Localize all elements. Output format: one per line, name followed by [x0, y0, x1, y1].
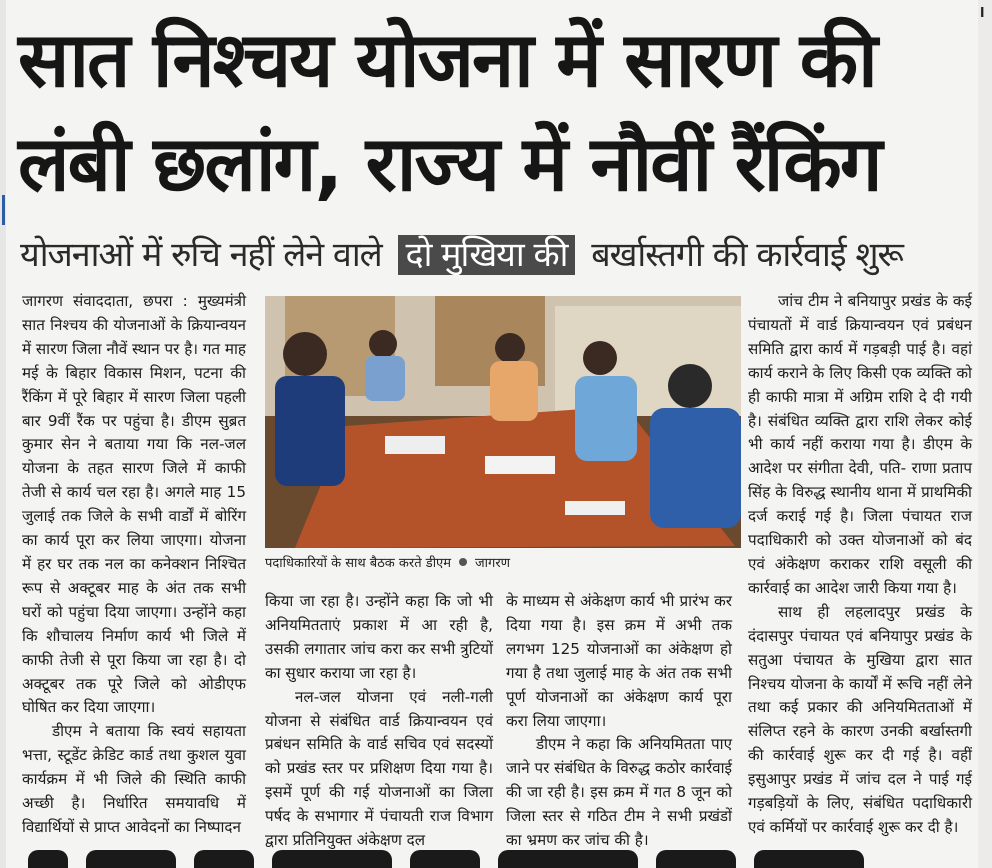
paragraph: डीएम ने बताया कि स्वयं सहायता भत्ता, स्टूडेंट क्रेडिट कार्ड तथा कुशल युवा कार्यक्रम में भी जिले की स्थिति काफी अच्छी है। निर्धारित समयावधि में विद्यार्थियों से प्राप्त आवेदनों का निष्पादन [22, 722, 246, 836]
bullet-dot-icon [459, 558, 467, 566]
paragraph: जागरण संवाददाता, छपरा : मुख्यमंत्री सात निश्चय की योजनाओं के क्रियान्वयन में सारण जिला नौवें स्थान पर है। गत माह मई के बिहार विकास मिशन, पटना की रैंकिंग में पूरे बिहार में सारण जिला पहली बार 9वीं रैंक पर पहुंचा है। डीएम सुब्रत कुमार सेन ने बताया गया कि नल-जल योजना के तहत सारण जिले में काफी तेजी से कार्य चल रहा है। अगले माह 15 जुलाई तक जिले के सभी वार्डों में बोरिंग का कार्य पूरा कर लिया जाएगा। योजना में हर घर तक नल का कनेक्शन निश्चित रूप से अक्टूबर माह के अंत तक सभी घरों को पहुंचा दिया जाएगा। उन्होंने कहा कि शौचालय निर्माण कार्य भी जिले में काफी तेजी से पूरा किया जा रहा है। दो अक्टूबर तक पूरे जिले को ओडीएफ घोषित कर दिया जाएगा। [22, 292, 246, 717]
paragraph: जांच टीम ने बनियापुर प्रखंड के कई पंचायतों में वार्ड क्रियान्वयन एवं प्रबंधन समिति द्वारा कार्य में गड़बड़ी पाई है। वहां कार्य कराने के लिए किसी एक व्यक्ति को ही काफी मात्रा में अग्रिम राशि दे दी गयी है। संबंधित व्यक्ति द्वारा राशि लेकर कोई भी कार्य नहीं कराया गया है। डीएम के आदेश पर संगीता देवी, पति- राणा प्रताप सिंह के विरुद्ध स्थानीय थाना में प्राथमिकी दर्ज कराई गई है। जिला पंचायत राज पदाधिकारी को उक्त योजनाओं को बंद एवं अंकेक्षण कराकर राशि वसूली की कार्रवाई का आदेश जारी किया गया है। [748, 292, 972, 597]
edge-text: l [980, 6, 985, 21]
page-left-margin [0, 0, 6, 868]
section-rule [2, 195, 5, 225]
paragraph: किया जा रहा है। उन्होंने कहा कि जो भी अनियमितताएं प्रकाश में आ रही है, उसकी लगातार जांच करा कर सभी त्रुटियों का सुधार कराया जा रहा है। [265, 592, 493, 682]
paragraph: डीएम ने कहा कि अनियमितता पाए जाने पर संबंधित के विरुद्ध कठोर कार्रवाई की जा रही है। इस क्रम में गत 8 जून को जिला स्तर से गठित टीम ने सभी प्रखंडों का भ्रमण कर जांच की है। [506, 735, 732, 850]
paragraph: के माध्यम से अंकेक्षण कार्य भी प्रारंभ कर दिया गया है। इस क्रम में अभी तक लगभग 125 योजनाओं का अंकेक्षण हो गया है तथा जुलाई माह के अंत तक सभी पूर्ण योजनाओं का अंकेक्षण कार्य पूरा करा लिया जाएगा। [506, 592, 732, 730]
adjacent-page-edge [978, 0, 992, 868]
photo-caption [265, 552, 741, 576]
subhead-before: योजनाओं में रुचि नहीं लेने वाले [20, 235, 382, 275]
photo-credit: जागरण [475, 556, 511, 571]
article-column-2 [265, 590, 493, 853]
paragraph: नल-जल योजना एवं नली-गली योजना से संबंधित वार्ड क्रियान्वयन एवं प्रबंधन समिति के वार्ड सचिव एवं सदस्यों को प्रखंड स्तर पर प्रशिक्षण दिया गया है। इसमें पूर्ण की गई योजनाओं का जिला पर्षद के सभागार में पंचायती राज विभाग द्वारा प्रतिनियुक्त अंकेक्षण दल [265, 687, 493, 850]
subhead-after: बर्खास्तगी की कार्रवाई शुरू [591, 235, 903, 275]
paragraph: साथ ही लहलादपुर प्रखंड के दंदासपुर पंचायत एवं बनियापुर प्रखंड के सतुआ पंचायत के मुखिया द्वारा सात निश्चय योजना के कार्यों में रूचि नहीं लेने तथा कई प्रकार की अनियमितताओं में संलिप्त रहने के कारण उनकी बर्खास्तगी की कार्रवाई शुरू कर दी गई है। वहीं इसुआपुर प्रखंड में जांच दल ने पाई गई गड़बड़ियों के लिए, संबंधित पदाधिकारी एवं कर्मियों पर कार्रवाई शुरू कर दी है। [748, 602, 972, 836]
meeting-photo [265, 296, 741, 548]
subheadline [20, 230, 978, 280]
article-column-3 [506, 590, 732, 853]
headline-line-1: सात निश्चय योजना में सारण की [18, 15, 876, 104]
next-headline-cropped [0, 850, 978, 868]
article-column-4 [748, 290, 972, 840]
article-column-1 [22, 290, 246, 840]
headline-line-2: लंबी छलांग, राज्य में नौवीं रैंकिंग [18, 119, 881, 208]
caption-text: पदाधिकारियों के साथ बैठक करते डीएम [265, 556, 452, 571]
meeting-photo-image [265, 296, 741, 548]
subhead-highlight: दो मुखिया की [398, 235, 576, 275]
headline [18, 8, 976, 216]
